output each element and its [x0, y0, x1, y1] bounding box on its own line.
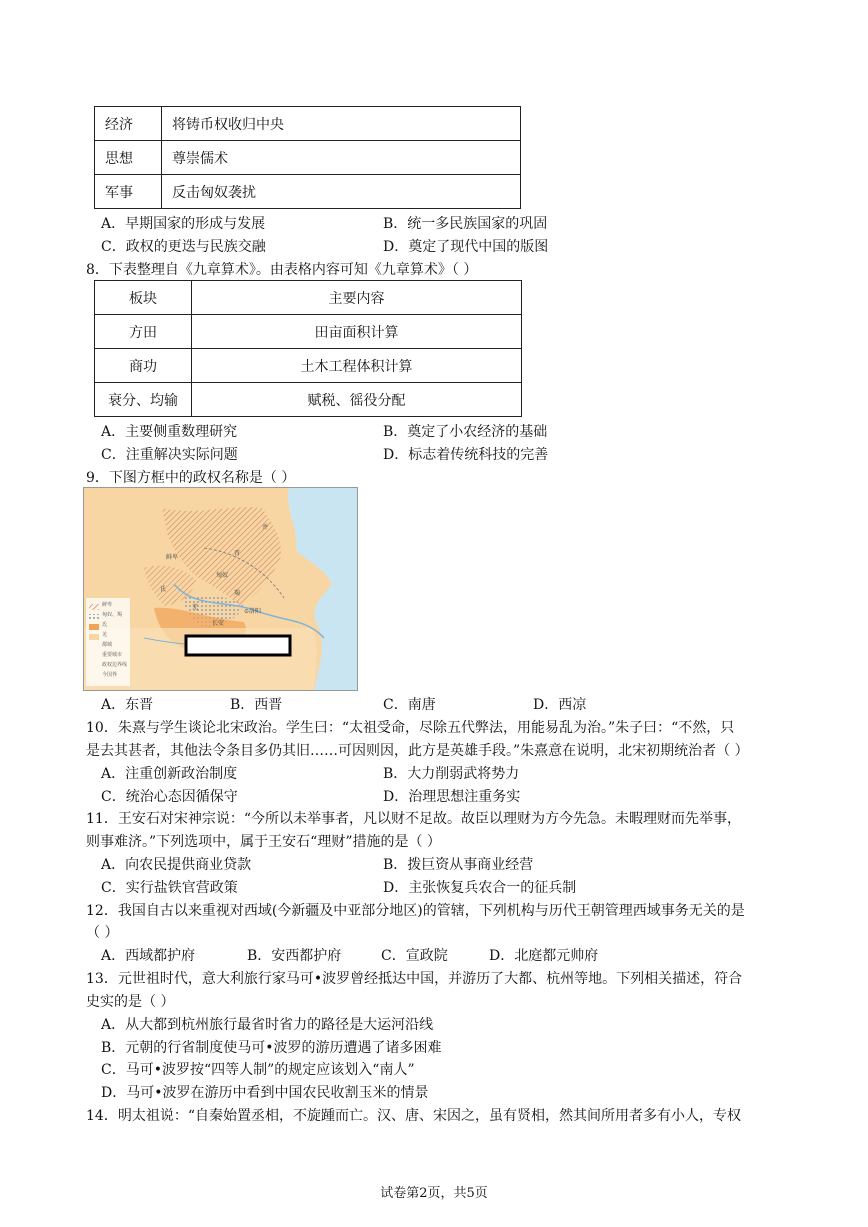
q7-option-c[interactable]: C．政权的更迭与民族交融 [101, 239, 266, 255]
policy-table [94, 106, 521, 209]
table-header: 主要内容 [192, 281, 522, 315]
legend-item: 羌 [102, 632, 108, 638]
map-label: ⊙洛阳 [244, 608, 262, 615]
q12-option-a[interactable]: A．西域都护府 [101, 948, 196, 964]
q12-option-b[interactable]: B．安西都护府 [247, 948, 342, 964]
q11-option-d[interactable]: D．主张恢复兵农合一的征兵制 [383, 880, 577, 896]
map-label: 鲜卑 [166, 554, 179, 561]
table-cell: 方田 [95, 315, 192, 349]
q13-option-b[interactable]: B．元朝的行省制度使马可•波罗的游历遭遇了诸多困难 [101, 1040, 442, 1056]
map-label: 匈奴 [216, 572, 229, 579]
map-label: 长安 [212, 620, 225, 627]
table-cell: 思想 [95, 141, 162, 175]
q9-stem: 9．下图方框中的政权名称是（ ） [86, 470, 296, 486]
q11-option-a[interactable]: A．向农民提供商业贷款 [101, 857, 252, 873]
q8-option-a[interactable]: A．主要侧重数理研究 [101, 424, 238, 440]
q8-stem: 8．下表整理自《九章算术》。由表格内容可知《九章算术》（ ） [86, 262, 478, 278]
table-cell: 军事 [95, 175, 162, 209]
q10-option-d[interactable]: D．治理思想注重务实 [383, 789, 521, 805]
q12-option-d[interactable]: D．北庭都元帅府 [489, 948, 599, 964]
legend-item: 重要城市 [102, 652, 123, 658]
q13-stem: 史实的是（ ） [86, 994, 175, 1010]
q8-option-d[interactable]: D．标志着传统科技的完善 [383, 447, 549, 463]
table-cell: 田亩面积计算 [192, 315, 522, 349]
map-label: 羯 [234, 590, 241, 597]
q8-option-c[interactable]: C．注重解决实际问题 [101, 447, 238, 463]
legend-item: 匈奴、羯 [102, 612, 123, 618]
q11-option-b[interactable]: B．拨巨资从事商业经营 [383, 857, 534, 873]
table-cell: 赋税、徭役分配 [192, 383, 522, 417]
table-cell: 反击匈奴袭扰 [162, 175, 521, 209]
map-legend [88, 600, 130, 680]
q11-stem: 11．王安石对宋神宗说：“今所以未举事者，凡以财不足故。故臣以理财为方今先急。未暇理财而先举事， [86, 811, 741, 827]
q9-option-a[interactable]: A．东晋 [101, 697, 154, 713]
table-cell: 衰分、均输 [95, 383, 192, 417]
legend-item: 都城 [102, 642, 113, 648]
q13-stem: 13．元世祖时代，意大利旅行家马可•波罗曾经抵达中国，并游历了大都、杭州等地。下列相关描述，符合 [86, 971, 743, 987]
q7-option-d[interactable]: D．奠定了现代中国的版图 [383, 239, 549, 255]
q13-option-d[interactable]: D．马可•波罗在游历中看到中国农民收割玉米的情景 [101, 1085, 429, 1101]
q12-option-c[interactable]: C．宣政院 [381, 948, 448, 964]
q8-option-b[interactable]: B．奠定了小农经济的基础 [383, 424, 548, 440]
map-label: 羌 [192, 604, 199, 611]
table-cell: 经济 [95, 107, 162, 141]
historical-map [83, 487, 358, 691]
q13-option-a[interactable]: A．从大都到杭州旅行最省时省力的路径是大运河沿线 [101, 1017, 434, 1033]
table-cell: 尊崇儒术 [162, 141, 521, 175]
q11-stem: 则事难济。”下列选项中，属于王安石“理财”措施的是（ ） [86, 834, 441, 850]
q14-stem: 14．明太祖说：“自秦始置丞相，不旋踵而亡。汉、唐、宋因之，虽有贤相，然其间所用者多有小人，专权 [86, 1108, 741, 1124]
q10-option-c[interactable]: C．统治心态因循保守 [101, 789, 238, 805]
q11-option-c[interactable]: C．实行盐铁官营政策 [101, 880, 238, 896]
page-footer: 试卷第2页，共5页 [380, 1186, 488, 1201]
q10-stem: 10．朱熹与学生谈论北宋政治。学生曰：“太祖受命，尽除五代弊法，用能易乱为治。”朱子曰：“不然，只 [86, 720, 735, 736]
q9-option-d[interactable]: D．西凉 [533, 697, 587, 713]
legend-item: 氐 [102, 622, 108, 628]
table-header: 板块 [95, 281, 192, 315]
legend-item: 鲜卑 [102, 602, 113, 608]
jiuzhang-table [94, 280, 522, 417]
q9-option-b[interactable]: B．西晋 [230, 697, 283, 713]
q12-stem: 12．我国自古以来重视对西域(今新疆及中亚部分地区)的管辖，下列机构与历代王朝管理西域事务无关的是 [86, 903, 745, 919]
table-cell: 商功 [95, 349, 192, 383]
q9-option-c[interactable]: C．南唐 [383, 697, 436, 713]
q10-option-a[interactable]: A．注重创新政治制度 [101, 766, 238, 782]
q7-option-b[interactable]: B．统一多民族国家的巩固 [383, 216, 548, 232]
map-label: 并 [262, 524, 269, 531]
map-label: 氐 [160, 586, 167, 593]
table-cell: 将铸币权收归中央 [162, 107, 521, 141]
q12-stem: （ ） [86, 925, 119, 941]
answer-box [186, 636, 290, 655]
table-cell: 土木工程体积计算 [192, 349, 522, 383]
q7-option-a[interactable]: A．早期国家的形成与发展 [101, 216, 266, 232]
legend-item: 政权边界线 [102, 662, 128, 668]
q10-option-b[interactable]: B．大力削弱武将势力 [383, 766, 520, 782]
legend-item: 今国界 [102, 672, 118, 678]
q13-option-c[interactable]: C．马可•波罗按“四等人制”的规定应该划入“南人” [101, 1062, 415, 1078]
map-label: 晋 [234, 550, 241, 557]
q10-stem: 是去其甚者，其他法令条目多仍其旧……可因则因，此方是英雄手段。”朱熹意在说明，北宋初期统治者（ ） [86, 743, 749, 759]
